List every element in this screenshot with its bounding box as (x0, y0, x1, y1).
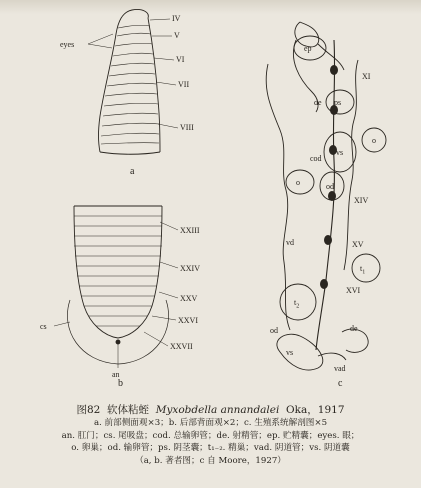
label-od: od (326, 182, 334, 191)
label-b-seg-XXV: XXV (180, 294, 198, 303)
label-o-top: o (372, 136, 376, 145)
label-de: de (314, 98, 322, 107)
label-b-seg-XXIV: XXIV (180, 264, 200, 273)
label-ep: ep (304, 44, 312, 53)
caption-line-4: （a, b. 著者图；c 自 Moore，1927） (135, 455, 286, 466)
label-XV: XV (352, 240, 364, 249)
panel-a-letter: a (130, 166, 135, 177)
label-vad: vad (334, 364, 346, 373)
label-a-seg-VI: VI (176, 55, 185, 64)
label-de-bottom: de (350, 324, 358, 333)
caption-title-cn: 软体粘蛭 (107, 404, 150, 416)
label-b-seg-XXVI: XXVI (178, 316, 198, 325)
label-t1-letter: t (360, 264, 363, 273)
label-cs: cs (40, 322, 47, 331)
label-vd: vd (286, 238, 294, 247)
panel-b-drawing (54, 206, 178, 368)
label-eyes: eyes (60, 40, 75, 49)
figure-caption (0, 403, 421, 467)
panel-c-letter: c (338, 378, 343, 389)
label-t2-letter: t (294, 298, 297, 307)
panel-b-letter: b (118, 378, 123, 389)
label-t2 (294, 298, 299, 312)
label-XIV: XIV (354, 196, 369, 205)
label-t2-sub: 2 (296, 303, 300, 310)
label-b-seg-XXIII: XXIII (180, 226, 200, 235)
label-t1 (360, 264, 365, 278)
caption-title (0, 403, 421, 417)
caption-author: Oka，1917 (286, 404, 345, 416)
label-vs: vs (336, 148, 344, 157)
label-cod: cod (310, 154, 322, 163)
label-ps: ps (334, 98, 342, 107)
label-XVI: XVI (346, 286, 361, 295)
label-XI: XI (362, 72, 371, 81)
label-t1-sub: 1 (362, 269, 366, 276)
caption-title-latin: Myxobdella annandalei (155, 404, 280, 416)
label-an: an (112, 370, 120, 379)
label-a-seg-V: V (174, 31, 180, 40)
caption-fig-no: 图82 (76, 404, 101, 416)
label-b-seg-XXVII: XXVII (170, 342, 193, 351)
label-od-bottom: od (270, 326, 278, 335)
caption-line-3: o. 卵巢；od. 输卵管；ps. 阴茎囊；t₁₋₂. 精巢；vad. 阴道管；vs. 阴道囊 (71, 443, 350, 453)
caption-line-2: an. 肛门；cs. 尾吸盘；cod. 总输卵管；de. 射精管；ep. 贮精囊；eyes. 眼； (61, 430, 360, 441)
label-vs-bottom: vs (286, 348, 294, 357)
label-a-seg-VIII: VIII (180, 123, 194, 132)
label-o-left: o (296, 178, 300, 187)
label-a-seg-IV: IV (172, 14, 181, 23)
label-a-seg-VII: VII (178, 80, 190, 89)
caption-line-1: a. 前部侧面观×3；b. 后部背面观×2；c. 生殖系统解剖图×5 (93, 418, 328, 428)
